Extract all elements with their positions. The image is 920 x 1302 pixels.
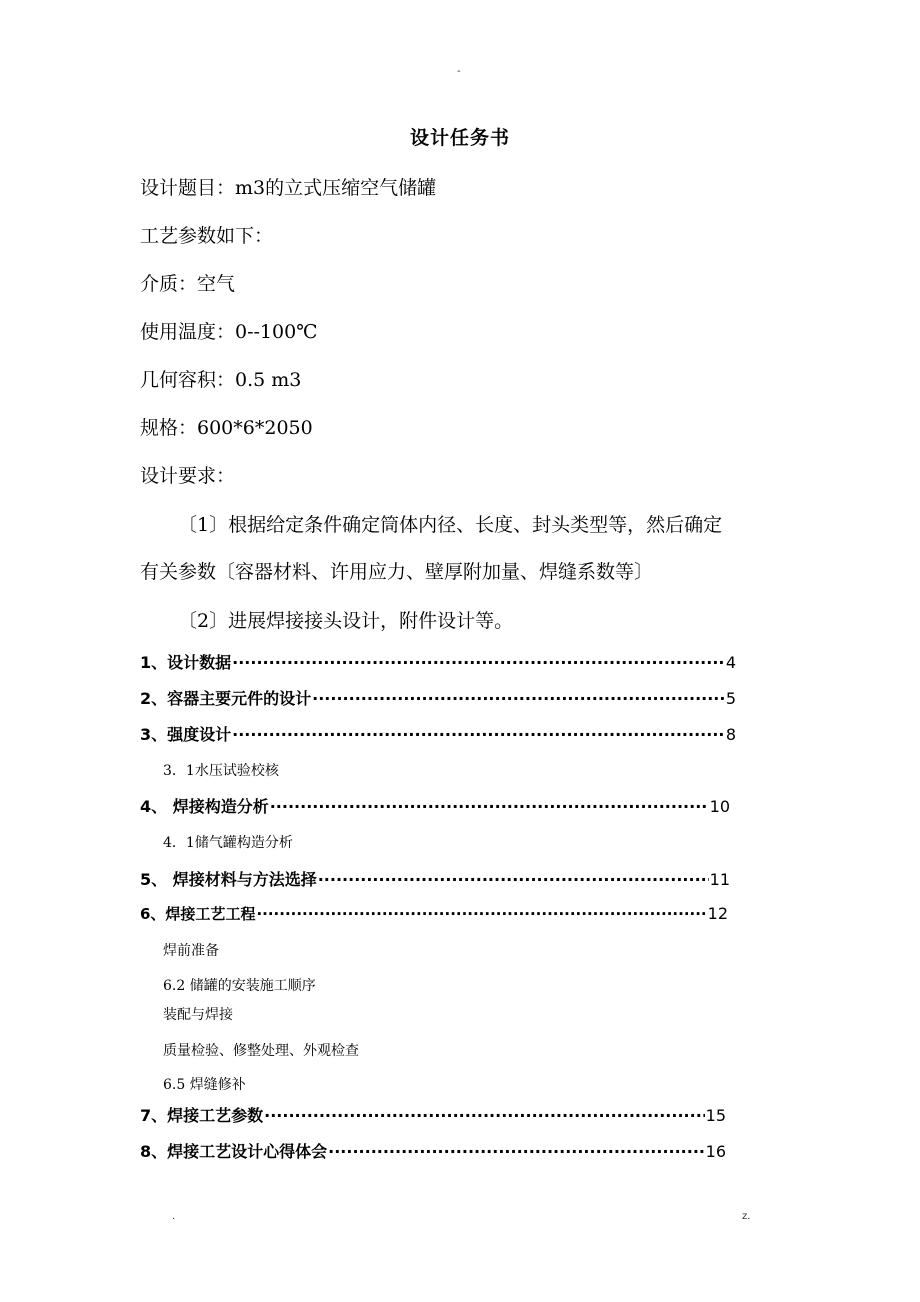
toc-subentry: 3．1水压试验校核 <box>163 763 279 779</box>
toc-label: 8、焊接工艺设计心得体会 <box>140 1142 328 1161</box>
toc-leader <box>232 725 725 744</box>
toc-leader <box>232 653 725 672</box>
temperature-line: 使用温度：0--100℃ <box>140 321 318 343</box>
toc-label: 2、容器主要元件的设计 <box>140 689 312 708</box>
toc-entry <box>140 722 736 745</box>
toc-leader <box>256 905 706 923</box>
requirements-heading: 设计要求： <box>140 465 236 487</box>
toc-subentry: 焊前准备 <box>163 943 219 959</box>
toc-label: 1、设计数据 <box>140 653 232 672</box>
toc-page: 10 <box>709 797 730 816</box>
toc-page: 5 <box>725 689 736 708</box>
toc-page: 16 <box>705 1142 726 1161</box>
toc-entry <box>140 1139 726 1162</box>
toc-entry <box>140 686 736 709</box>
toc-leader <box>312 689 725 708</box>
requirement-1: 〔1〕根据给定条件确定筒体内径、长度、封头类型等，然后确定 <box>178 514 723 536</box>
toc-entry <box>140 1103 726 1126</box>
spec-line: 规格：600*6*2050 <box>140 417 313 439</box>
toc-leader <box>270 797 709 816</box>
footer-left-mark: . <box>172 1211 176 1222</box>
toc-entry <box>140 650 736 673</box>
toc-subentry: 装配与焊接 <box>163 1007 233 1023</box>
toc-subentry: 质量检验、修整处理、外观检查 <box>163 1043 359 1059</box>
design-topic: 设计题目：m3的立式压缩空气储罐 <box>140 177 437 199</box>
page-title: 设计任务书 <box>409 127 510 149</box>
toc-leader <box>328 1142 705 1161</box>
medium-line: 介质：空气 <box>140 273 236 295</box>
toc-label: 5、 焊接材料与方法选择 <box>140 870 317 889</box>
header-mark: - <box>457 66 461 77</box>
requirement-1-cont: 有关参数〔容器材料、许用应力、壁厚附加量、焊缝系数等〕 <box>140 561 654 583</box>
toc-label: 7、焊接工艺参数 <box>140 1106 264 1125</box>
toc-leader <box>318 870 709 889</box>
toc-subentry: 4．1储气罐构造分析 <box>163 835 293 851</box>
toc-subentry: 6.2 储罐的安装施工顺序 <box>163 978 316 994</box>
toc-page: 8 <box>725 725 736 744</box>
toc-page: 15 <box>705 1106 726 1125</box>
toc-label: 3、强度设计 <box>140 725 232 744</box>
requirement-2: 〔2〕进展焊接接头设计，附件设计等。 <box>178 610 514 632</box>
toc-entry <box>140 794 730 817</box>
toc-label: 4、 焊接构造分析 <box>140 797 269 816</box>
toc-entry <box>140 903 728 924</box>
toc-subentry: 6.5 焊缝修补 <box>163 1077 246 1093</box>
toc-page: 4 <box>725 653 736 672</box>
toc-page: 11 <box>709 870 730 889</box>
toc-leader <box>264 1106 705 1125</box>
process-params-heading: 工艺参数如下： <box>140 225 274 247</box>
toc-label: 6、焊接工艺工程 <box>140 905 256 923</box>
volume-line: 几何容积：0.5 m3 <box>140 369 302 391</box>
footer-right-mark: z. <box>742 1211 751 1222</box>
toc-entry <box>140 867 730 890</box>
toc-page: 12 <box>707 904 728 923</box>
